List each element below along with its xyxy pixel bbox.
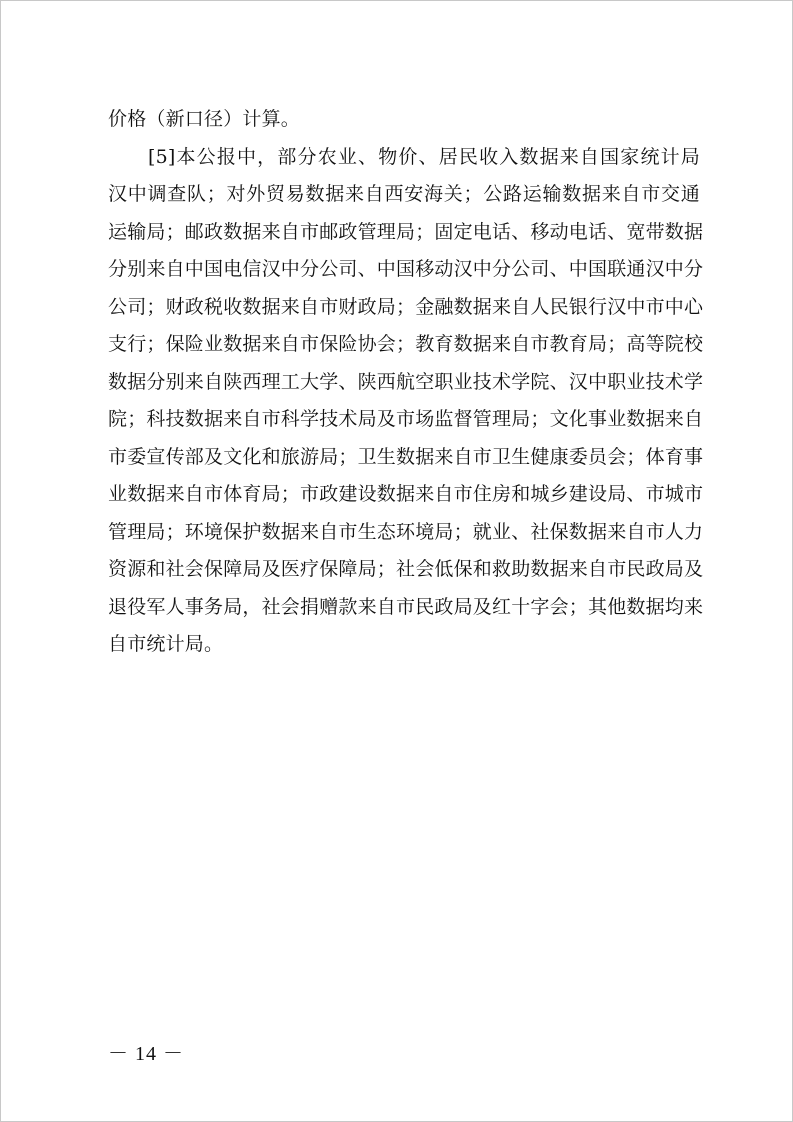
document-body — [108, 101, 704, 664]
text-line: 汉中调查队；对外贸易数据来自西安海关；公路运输数据来自市交通 — [108, 183, 700, 205]
text-line: 院；科技数据来自市科学技术局及市场监督管理局；文化事业数据来自 — [108, 408, 704, 430]
text-line: 管理局；环境保护数据来自市生态环境局；就业、社保数据来自市人力 — [108, 520, 704, 543]
text-line: 自市统计局。 — [108, 633, 224, 655]
text-line: 市委宣传部及文化和旅游局；卫生数据来自市卫生健康委员会；体育事 — [108, 445, 704, 468]
text-line: 数据分别来自陕西理工大学、陕西航空职业技术学院、汉中职业技术学 — [108, 370, 704, 393]
text-line: 运输局；邮政数据来自市邮政管理局；固定电话、移动电话、宽带数据 — [108, 220, 704, 243]
text-line: 退役军人事务局，社会捐赠款来自市民政局及红十字会；其他数据均来 — [108, 595, 704, 618]
text-line: [5]本公报中，部分农业、物价、居民收入数据来自国家统计局 — [148, 145, 700, 168]
text-line: 支行；保险业数据来自市保险协会；教育数据来自市教育局；高等院校 — [108, 333, 704, 355]
text-line: 公司；财政税收数据来自市财政局；金融数据来自人民银行汉中市中心 — [108, 295, 704, 318]
text-line: 资源和社会保障局及医疗保障局；社会低保和救助数据来自市民政局及 — [108, 558, 704, 580]
text-line: 分别来自中国电信汉中分公司、中国移动汉中分公司、中国联通汉中分 — [108, 258, 704, 280]
text-line: 价格（新口径）计算。 — [108, 108, 301, 130]
page-number: － 14 － — [108, 1043, 184, 1065]
text-line: 业数据来自市体育局；市政建设数据来自市住房和城乡建设局、市城市 — [108, 483, 704, 505]
